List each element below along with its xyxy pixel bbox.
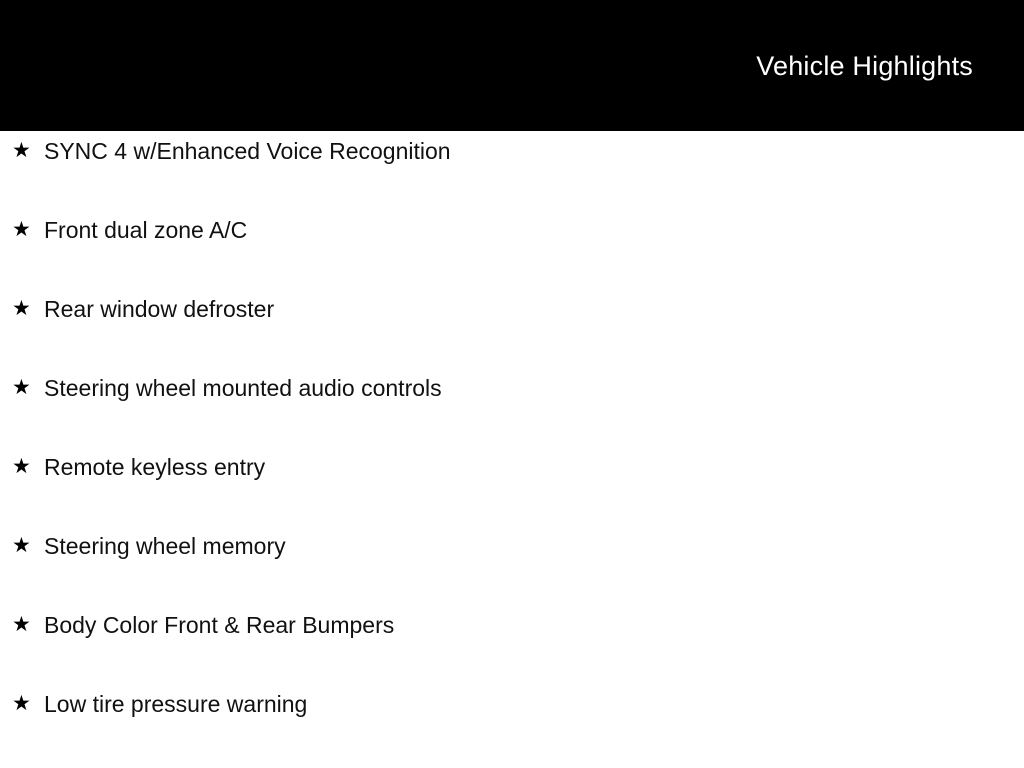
star-bullet-icon: ★ bbox=[12, 376, 31, 399]
list-item-label: Low tire pressure warning bbox=[44, 691, 308, 717]
list-item-label: Steering wheel mounted audio controls bbox=[44, 375, 442, 401]
list-item-label: Rear window defroster bbox=[44, 296, 275, 322]
star-bullet-icon: ★ bbox=[12, 297, 31, 320]
list-item bbox=[0, 447, 1024, 526]
star-bullet-icon: ★ bbox=[12, 218, 31, 241]
star-bullet-icon: ★ bbox=[12, 455, 31, 478]
list-item-label: Remote keyless entry bbox=[44, 454, 266, 480]
list-item-label: Steering wheel memory bbox=[44, 533, 286, 559]
list-item bbox=[0, 210, 1024, 289]
list-item bbox=[0, 368, 1024, 447]
list-item-label: SYNC 4 w/Enhanced Voice Recognition bbox=[44, 138, 451, 164]
star-bullet-icon: ★ bbox=[12, 139, 31, 162]
list-item bbox=[0, 131, 1024, 210]
header-bar bbox=[0, 0, 1024, 131]
vehicle-highlights-list bbox=[0, 131, 1024, 763]
list-item bbox=[0, 684, 1024, 763]
star-bullet-icon: ★ bbox=[12, 534, 31, 557]
list-item bbox=[0, 289, 1024, 368]
star-bullet-icon: ★ bbox=[12, 692, 31, 715]
page-title: Vehicle Highlights bbox=[756, 51, 973, 81]
star-bullet-icon: ★ bbox=[12, 613, 31, 636]
list-item bbox=[0, 526, 1024, 605]
list-item bbox=[0, 605, 1024, 684]
list-item-label: Front dual zone A/C bbox=[44, 217, 248, 243]
list-item-label: Body Color Front & Rear Bumpers bbox=[44, 612, 395, 638]
